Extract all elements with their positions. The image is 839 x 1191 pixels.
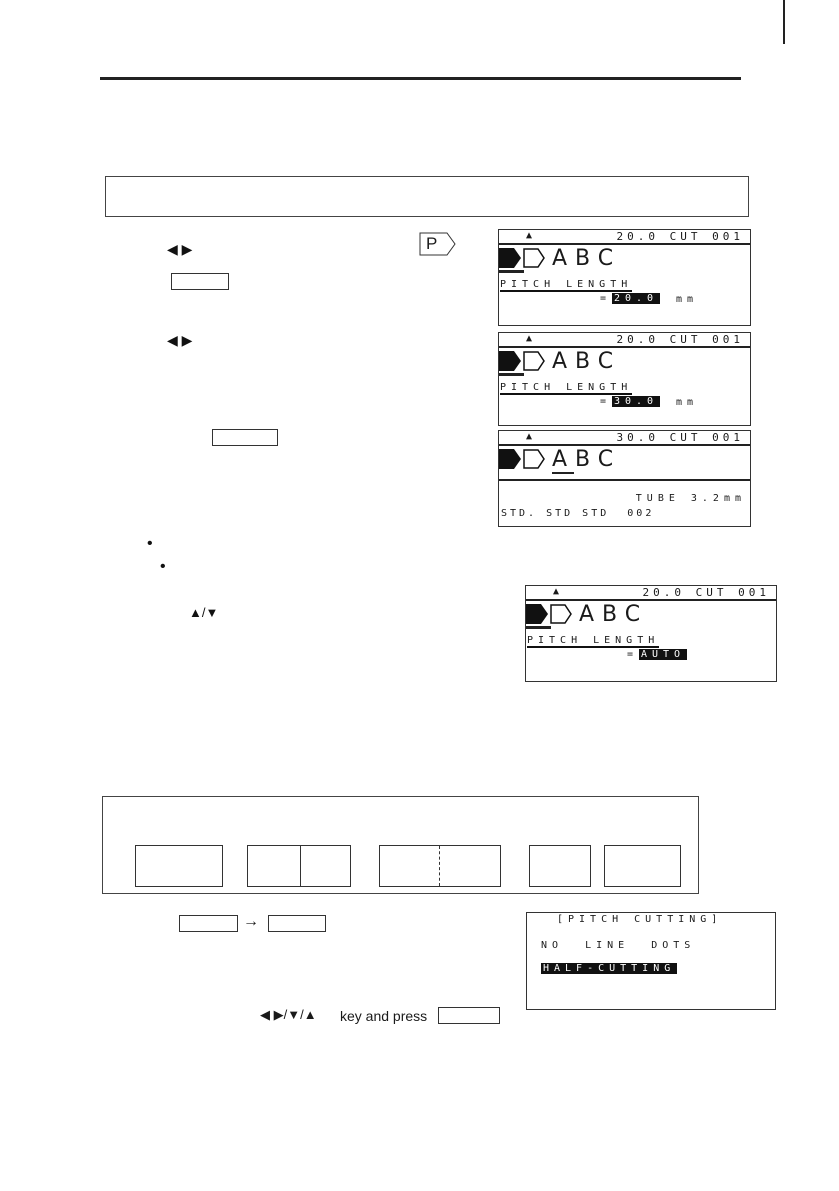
outline-segment-icon — [550, 604, 572, 624]
lcd-letters: ABC — [552, 447, 622, 472]
lcd-status: 20.0 CUT 001 — [616, 230, 744, 243]
instruction-text: key and press — [340, 1008, 428, 1024]
outline-segment-icon — [523, 351, 545, 371]
p-key — [419, 232, 457, 256]
outline-segment-icon — [523, 449, 545, 469]
cursor-underline — [499, 270, 524, 273]
lcd-letters: ABC — [552, 246, 622, 271]
cell-dashed-divider — [439, 846, 440, 886]
filled-segment-icon — [526, 604, 548, 624]
lcd-value: 30.0 — [614, 396, 659, 407]
lcd-tube: TUBE 3.2mm — [635, 493, 746, 504]
lcd-equals: = — [627, 649, 639, 660]
lcd-title: [PITCH CUTTING] — [557, 914, 723, 925]
lcd-options: NO LINE DOTS — [541, 940, 696, 951]
lcd-label: PITCH LENGTH — [500, 279, 633, 290]
lcd-bottom: STD. STD STD 002 — [501, 508, 655, 519]
left-right-arrow-icon: ◀ ▶ — [167, 241, 193, 257]
key-button — [268, 915, 326, 932]
filled-segment-icon — [499, 449, 521, 469]
arrow-keys-icon: ◀ ▶/▼/▲ — [260, 1007, 317, 1022]
key-button — [171, 273, 229, 290]
crop-mark — [783, 0, 785, 44]
lcd-value: AUTO — [641, 649, 686, 660]
lcd-status: 30.0 CUT 001 — [616, 431, 744, 444]
triangle-up-icon: ▲ — [553, 586, 560, 597]
header-rule — [100, 77, 741, 80]
cursor-underline — [499, 373, 524, 376]
lcd-letters: ABC — [579, 602, 649, 627]
cursor-underline — [526, 626, 551, 629]
up-down-arrow-icon: ▲/▼ — [189, 605, 219, 620]
lcd-selected-option: HALF-CUTTING — [543, 963, 676, 974]
diagram-cell — [247, 845, 351, 887]
lcd-equals: = — [600, 293, 612, 304]
bullet-1: • — [147, 535, 153, 552]
left-right-arrow-icon: ◀ ▶ — [167, 332, 193, 348]
key-button — [438, 1007, 500, 1024]
lcd-display-2 — [498, 332, 751, 426]
lcd-letters: ABC — [552, 349, 622, 374]
section-heading-box — [105, 176, 749, 217]
triangle-up-icon: ▲ — [526, 333, 533, 344]
key-button — [212, 429, 278, 446]
diagram-cell — [135, 845, 223, 887]
outline-segment-icon — [523, 248, 545, 268]
lcd-equals: = — [600, 396, 612, 407]
triangle-up-icon: ▲ — [526, 431, 533, 442]
lcd-display-1 — [498, 229, 751, 326]
arrow-right-icon: → — [243, 913, 259, 930]
bullet-2: • — [160, 558, 166, 575]
lcd-display-5 — [526, 912, 776, 1010]
cell-divider — [300, 846, 301, 886]
cursor-underline — [552, 472, 574, 474]
diagram-box — [102, 796, 699, 894]
lcd-status: 20.0 CUT 001 — [642, 586, 770, 599]
lcd-unit: mm — [676, 397, 699, 408]
lcd-value: 20.0 — [614, 293, 659, 304]
lcd-display-3 — [498, 430, 751, 527]
lcd-unit: mm — [676, 294, 699, 305]
lcd-label: PITCH LENGTH — [527, 635, 660, 646]
diagram-cell — [604, 845, 681, 887]
p-key-label: P — [426, 234, 438, 253]
filled-segment-icon — [499, 351, 521, 371]
lcd-status: 20.0 CUT 001 — [616, 333, 744, 346]
key-button — [179, 915, 238, 932]
triangle-up-icon: ▲ — [526, 230, 533, 241]
filled-segment-icon — [499, 248, 521, 268]
p-key-shape-icon — [419, 232, 457, 256]
lcd-divider — [499, 479, 750, 481]
diagram-cell — [529, 845, 591, 887]
lcd-label: PITCH LENGTH — [500, 382, 633, 393]
diagram-cell — [379, 845, 501, 887]
lcd-display-4 — [525, 585, 777, 682]
